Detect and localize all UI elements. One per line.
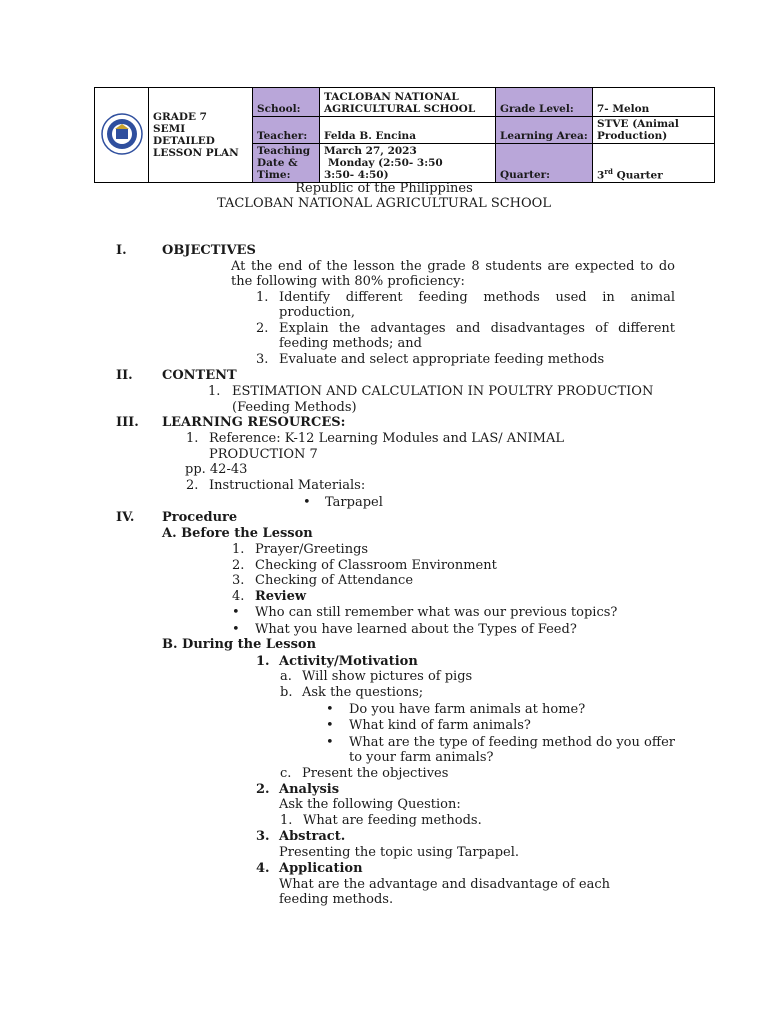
activity-title: Activity/Motivation	[279, 654, 418, 669]
learning-area-value: STVE (Animal Production)	[593, 117, 715, 144]
activity-a-letter: a.	[280, 669, 292, 684]
teaching-label: Teaching Date & Time:	[253, 144, 320, 183]
activity-number: 1.	[256, 654, 270, 669]
teaching-time-1: Monday (2:50- 3:50	[328, 157, 443, 169]
bullet-icon: •	[232, 605, 240, 620]
activity-c-letter: c.	[280, 766, 292, 781]
lesson-plan-header-table	[94, 87, 715, 183]
bullet-icon: •	[326, 735, 334, 750]
abstract-title: Abstract.	[279, 829, 346, 844]
objectives-intro: At the end of the lesson the grade 8 students are expected to do the following with 80% proficiency:	[231, 259, 675, 289]
before-lesson-title: A. Before the Lesson	[162, 526, 313, 541]
review-bullet-2: What you have learned about the Types of Feed?	[255, 622, 577, 637]
school-name-line: TACLOBAN NATIONAL AGRICULTURAL SCHOOL	[217, 196, 551, 211]
bullet-icon: •	[303, 495, 311, 510]
resource-pages: pp. 42-43	[185, 462, 248, 477]
objective-1-number: 1.	[256, 290, 269, 305]
before-item-3-text: Checking of Attendance	[255, 573, 414, 588]
before-item-2-number: 2.	[232, 558, 245, 573]
republic-line: Republic of the Philippines	[295, 181, 473, 196]
before-item-3-number: 3.	[232, 573, 245, 588]
before-item-1-number: 1.	[232, 542, 245, 557]
teacher-value: Felda B. Encina	[320, 117, 496, 144]
teacher-label: Teacher:	[253, 117, 320, 144]
during-lesson-title: B. During the Lesson	[162, 637, 317, 652]
section-2-number: II.	[116, 368, 133, 383]
application-text-1: What are the advantage and disadvantage of each	[279, 877, 610, 892]
analysis-number: 2.	[256, 782, 270, 797]
quarter-value	[593, 144, 715, 183]
bullet-icon: •	[232, 622, 240, 637]
application-number: 4.	[256, 861, 270, 876]
learning-area-label: Learning Area:	[496, 117, 593, 144]
activity-b-text: Ask the questions;	[302, 685, 424, 700]
section-3-number: III.	[116, 415, 139, 430]
quarter-suffix: rd	[604, 166, 613, 176]
grade-level-label: Grade Level:	[496, 88, 593, 117]
resource-bullet-text: Tarpapel	[325, 495, 383, 510]
review-number: 4.	[232, 589, 245, 604]
objective-3-text: Evaluate and select appropriate feeding methods	[279, 352, 605, 367]
analysis-question-number: 1.	[280, 813, 293, 828]
resource-1-text-cont: PRODUCTION 7	[209, 447, 318, 462]
question-1: Do you have farm animals at home?	[349, 702, 586, 717]
section-4-number: IV.	[116, 510, 135, 525]
teaching-value	[320, 144, 496, 183]
analysis-question: What are feeding methods.	[303, 813, 482, 828]
activity-c-text: Present the objectives	[302, 766, 449, 781]
resource-2-number: 2.	[186, 478, 199, 493]
question-3: What are the type of feeding method do you offer to your farm animals?	[349, 735, 675, 765]
deped-seal-logo	[101, 113, 143, 155]
before-item-2-text: Checking of Classroom Environment	[255, 558, 497, 573]
section-1-number: I.	[116, 243, 127, 258]
review-title: Review	[255, 589, 307, 604]
content-item-number: 1.	[208, 384, 221, 399]
analysis-text: Ask the following Question:	[279, 797, 461, 812]
resource-1-number: 1.	[186, 431, 199, 446]
quarter-label: Quarter:	[496, 144, 593, 183]
objective-2-text: Explain the advantages and disadvantages of different feeding methods; and	[279, 321, 675, 351]
application-title: Application	[279, 861, 363, 876]
activity-a-text: Will show pictures of pigs	[302, 669, 473, 684]
review-bullet-1: Who can still remember what was our previous topics?	[255, 605, 618, 620]
quarter-word: Quarter	[616, 169, 663, 181]
bullet-icon: •	[326, 702, 334, 717]
content-item-text: ESTIMATION AND CALCULATION IN POULTRY PRODUCTION	[232, 384, 654, 399]
teaching-date: March 27, 2023	[324, 145, 417, 157]
content-item-subtitle: (Feeding Methods)	[232, 400, 357, 415]
section-2-title: CONTENT	[162, 368, 237, 383]
grade-title-cell	[149, 88, 253, 183]
grade-line-1: GRADE 7	[153, 111, 207, 123]
quarter-number: 3	[597, 169, 605, 181]
resource-1-text: Reference: K-12 Learning Modules and LAS/ ANIMAL	[209, 431, 564, 446]
before-item-1-text: Prayer/Greetings	[255, 542, 369, 557]
grade-line-4: LESSON PLAN	[153, 147, 239, 159]
school-value: TACLOBAN NATIONAL AGRICULTURAL SCHOOL	[320, 88, 496, 117]
bullet-icon: •	[326, 718, 334, 733]
section-4-title: Procedure	[162, 510, 238, 525]
teaching-time-2: 3:50- 4:50)	[324, 169, 389, 181]
analysis-title: Analysis	[279, 782, 340, 797]
application-text-2: feeding methods.	[279, 892, 394, 907]
grade-line-2: SEMI	[153, 123, 186, 135]
activity-b-letter: b.	[280, 685, 293, 700]
objective-2-number: 2.	[256, 321, 269, 336]
grade-line-3: DETAILED	[153, 135, 215, 147]
objective-3-number: 3.	[256, 352, 269, 367]
school-label: School:	[253, 88, 320, 117]
objective-1-text: Identify different feeding methods used in animal production,	[279, 290, 675, 320]
logo-cell	[95, 88, 149, 183]
section-1-title: OBJECTIVES	[162, 243, 256, 258]
abstract-text: Presenting the topic using Tarpapel.	[279, 845, 519, 860]
resource-2-text: Instructional Materials:	[209, 478, 366, 493]
section-3-title: LEARNING RESOURCES:	[162, 415, 346, 430]
grade-level-value: 7- Melon	[593, 88, 715, 117]
question-2: What kind of farm animals?	[349, 718, 531, 733]
abstract-number: 3.	[256, 829, 270, 844]
